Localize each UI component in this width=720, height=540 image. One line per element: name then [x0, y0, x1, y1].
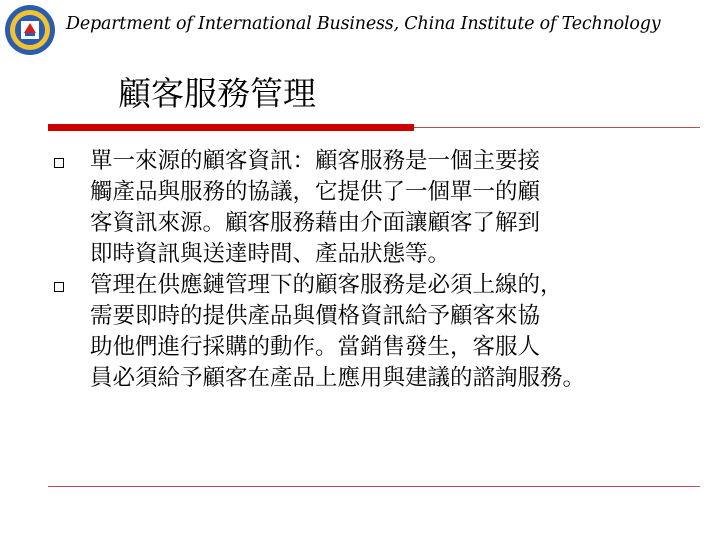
list-item	[44, 270, 712, 394]
bullet-line: 助他們進行採購的動作。當銷售發生，客服人	[90, 334, 541, 360]
bullet-line: 客資訊來源。顧客服務藉由介面讓顧客了解到	[90, 210, 541, 236]
school-emblem-icon	[4, 4, 56, 56]
bullet-line: 管理在供應鏈管理下的顧客服務是必須上線的，	[90, 272, 563, 298]
bullet-line: 單一來源的顧客資訊：顧客服務是一個主要接	[90, 148, 541, 174]
bullet-list	[44, 146, 712, 394]
list-item	[44, 146, 712, 270]
footer-divider-line	[48, 486, 700, 487]
title-accent-bar	[48, 124, 414, 131]
bullet-text	[90, 146, 712, 270]
bullet-line: 觸產品與服務的協議，它提供了一個單一的顧	[90, 179, 541, 205]
square-bullet-icon	[54, 158, 64, 168]
slide-title: 顧客服務管理	[118, 74, 316, 113]
bullet-line: 即時資訊與送達時間、產品狀態等。	[90, 241, 451, 267]
bullet-text	[90, 270, 712, 394]
square-bullet-icon	[54, 282, 64, 292]
department-header: Department of International Business, China Institute of Technology	[66, 14, 661, 34]
bullet-line: 員必須給予顧客在產品上應用與建議的諮詢服務。	[90, 365, 586, 391]
bullet-line: 需要即時的提供產品與價格資訊給予顧客來協	[90, 303, 541, 329]
